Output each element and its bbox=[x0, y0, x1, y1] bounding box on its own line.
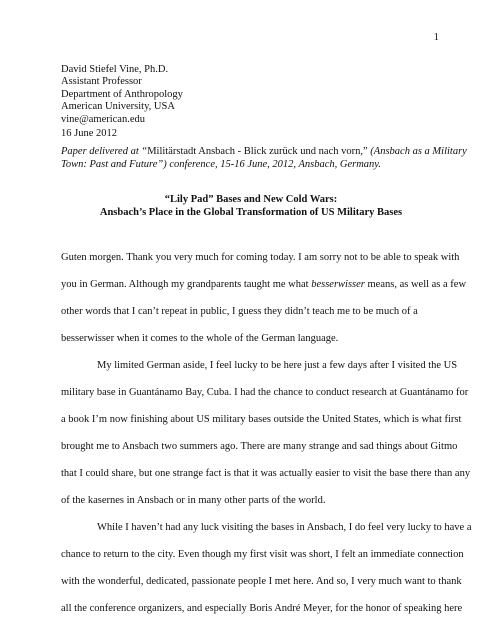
delivered-line-1 bbox=[61, 146, 467, 159]
delivered-paren: (Ansbach as a Military bbox=[367, 146, 467, 157]
body-segment: means, as well as a few bbox=[364, 279, 467, 290]
body-line: My limited German aside, I feel lucky to be here just a few days after I visited the US bbox=[97, 360, 458, 371]
body-line: While I haven’t had any luck visiting the bases in Ansbach, I do feel very lucky to have a bbox=[97, 522, 472, 533]
delivered-prefix: Paper delivered at “ bbox=[61, 146, 148, 157]
author-block bbox=[61, 64, 183, 126]
page-number: 1 bbox=[433, 32, 439, 43]
paper-title bbox=[61, 194, 441, 219]
body-line: with the wonderful, dedicated, passionate people I met here. And so, I very much want to thank bbox=[61, 576, 462, 587]
author-email: vine@american.edu bbox=[61, 113, 146, 125]
body-line bbox=[61, 278, 466, 291]
title-line-1: “Lily Pad” Bases and New Cold Wars: bbox=[164, 194, 338, 205]
title-line-2: Ansbach’s Place in the Global Transformation of US Military Bases bbox=[99, 206, 403, 218]
author-name: David Stiefel Vine, Ph.D. bbox=[61, 64, 169, 75]
body-segment: you in German. Although my grandparents taught me what bbox=[61, 279, 312, 290]
body-line: all the conference organizers, and especially Boris André Meyer, for the honor of speaking here bbox=[61, 603, 463, 614]
body-line: brought me to Ansbach two summers ago. There are many strange and sad things about Gitmo bbox=[61, 441, 458, 452]
author-title: Assistant Professor bbox=[61, 76, 142, 88]
body-emphasis: besserwisser bbox=[311, 279, 365, 290]
body-line: that I could share, but one strange fact is that it was actually easier to visit the base there than any bbox=[61, 468, 471, 479]
body-line: besserwisser when it comes to the whole of the German language. bbox=[61, 333, 339, 344]
document-date: 16 June 2012 bbox=[61, 128, 117, 139]
body-line: of the kasernes in Ansbach or in many other parts of the world. bbox=[61, 495, 326, 506]
body-line: military base in Guantánamo Bay, Cuba. I had the chance to conduct research at Guantánamo for bbox=[61, 387, 469, 398]
delivered-line-2: Town: Past and Future”) conference, 15-16 June, 2012, Ansbach, Germany. bbox=[61, 158, 382, 170]
author-institution: American University, USA bbox=[61, 101, 175, 113]
delivered-talk-title: Militärstadt Ansbach - Blick zurück und nach vorn,” bbox=[147, 146, 368, 157]
author-department: Department of Anthropology bbox=[61, 88, 183, 100]
body-line: other words that I can’t repeat in public, I guess they didn’t teach me to be much of a bbox=[61, 306, 418, 317]
body-line: chance to return to the city. Even though my first visit was short, I felt an immediate connection bbox=[61, 549, 464, 560]
delivered-note bbox=[61, 146, 467, 171]
body-line: Guten morgen. Thank you very much for coming today. I am sorry not to be able to speak with bbox=[61, 252, 460, 263]
body-line: a book I’m now finishing about US military bases outside the United States, which is what first bbox=[61, 414, 462, 425]
